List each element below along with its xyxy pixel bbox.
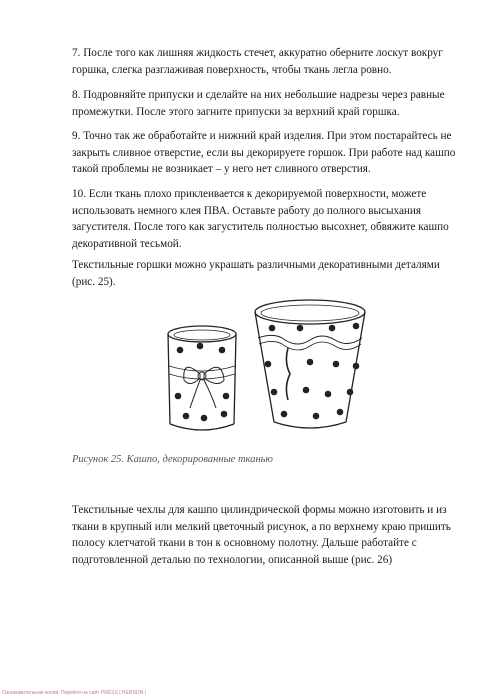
footer-watermark: Ознакомительная копия. Перейти на сайт PRESS | HERSON | bbox=[2, 690, 146, 696]
figure-caption: Рисунок 25. Кашпо, декорированные тканью bbox=[72, 454, 273, 465]
paragraph-step-8: 8. Подровняйте припуски и сделайте на них небольшие надрезы через равные промежутки. После этого загните припуски за верхний край горшка. bbox=[72, 89, 445, 118]
paragraph-cover-tips: Текстильные чехлы для кашпо цилиндрической формы можно изготовить и из ткани в крупный или мелкий цветочный рисунок, а по верхнему краю пришить полосу клетчатой ткани в тон к основному полотну. Дальше работайте с подготовленной деталью по технологии, описанной выше (рис. 26) bbox=[72, 504, 451, 566]
cylinder-pot-drawing bbox=[168, 326, 236, 430]
paragraph-step-10: 10. Если ткань плохо приклеивается к декорируемой поверхности, можете использовать немного клея ПВА. Оставьте работу до полного высыхания загустителя. После того как загуститель полностью высохнет, обвяжите кашпо декоративной тесьмой. bbox=[72, 188, 449, 250]
figure-25 bbox=[160, 292, 370, 440]
conical-pot-drawing bbox=[255, 300, 365, 428]
paragraph-decor-intro: Текстильные горшки можно украшать различными декоративными деталями (рис. 25). bbox=[72, 259, 440, 288]
paragraph-step-7: 7. После того как лишняя жидкость стечет, аккуратно оберните лоскут вокруг горшка, слегка разглаживая поверхность, чтобы ткань легла ровно. bbox=[72, 47, 443, 76]
paragraph-step-9: 9. Точно так же обработайте и нижний край изделия. При этом постарайтесь не закрыть сливное отверстие, если вы декорируете горшок. При работе над кашпо такой проблемы не возникает – у него нет сливного отверстия. bbox=[72, 130, 456, 176]
fabric-pots-illustration bbox=[160, 292, 370, 440]
